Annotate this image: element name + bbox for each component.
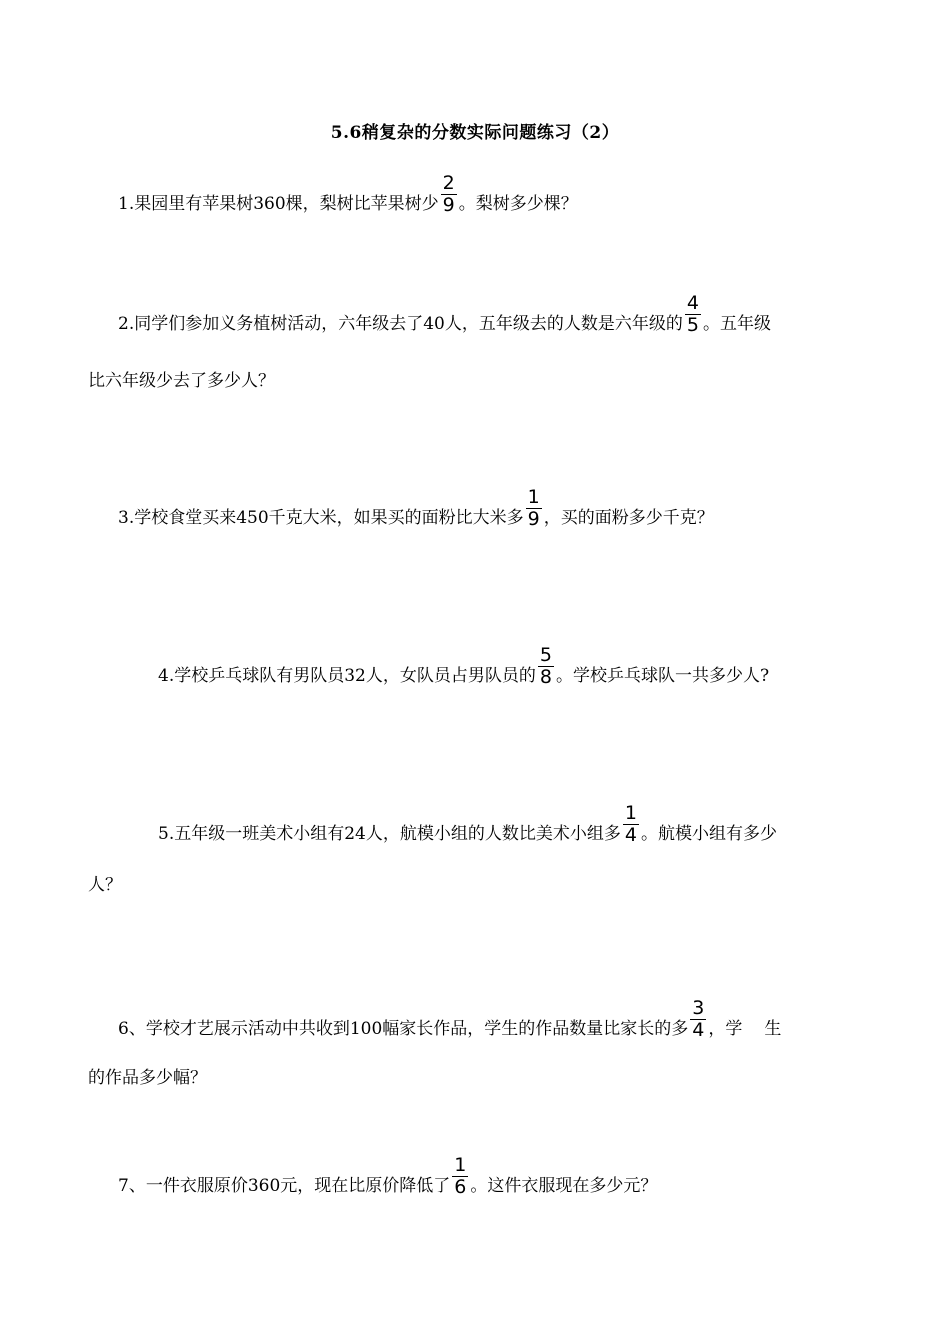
page-title: 5.6稍复杂的分数实际问题练习（2） <box>330 123 620 143</box>
problem-text: 1.果园里有苹果树360棵，梨树比苹果树少 <box>118 194 439 214</box>
problem-3 <box>118 486 714 540</box>
problem-6-continuation: 的作品多少幅？ <box>88 1068 207 1088</box>
problem-text: 7、一件衣服原价360元，现在比原价降低了 <box>118 1176 451 1196</box>
problem-text-after-2: 生 <box>764 1019 782 1039</box>
problem-2-continuation: 比六年级少去了多少人？ <box>88 371 275 391</box>
problem-text: 4.学校乒乓球队有男队员32人，女队员占男队员的 <box>158 666 536 686</box>
problem-text-after: 。这件衣服现在多少元？ <box>470 1176 658 1196</box>
fraction: $\frac{1}{6}$ <box>454 1154 467 1198</box>
fraction: $\frac{1}{9}$ <box>527 486 540 530</box>
fraction: $\frac{3}{4}$ <box>692 997 705 1041</box>
problem-6 <box>118 997 782 1051</box>
fraction: $\frac{2}{9}$ <box>442 172 455 216</box>
problem-text-after: 。航模小组有多少 <box>640 824 777 844</box>
problem-text-after: 。学校乒乓球队一共多少人? <box>555 666 770 686</box>
problem-5 <box>158 802 777 856</box>
problem-5-continuation: 人？ <box>88 875 122 895</box>
fraction: $\frac{5}{8}$ <box>539 644 552 688</box>
problem-4 <box>158 644 770 698</box>
problem-text-after: ，学 <box>708 1019 743 1039</box>
problem-text-after: 。五年级 <box>702 314 771 334</box>
problem-text: 3.学校食堂买来450千克大米，如果买的面粉比大米多 <box>118 508 524 528</box>
fraction: $\frac{4}{5}$ <box>686 292 699 336</box>
problem-text: 2.同学们参加义务植树活动，六年级去了40人，五年级去的人数是六年级的 <box>118 314 683 334</box>
problem-text-after: 。梨树多少棵？ <box>458 194 578 214</box>
problem-text-after: ，买的面粉多少千克？ <box>543 508 714 528</box>
problem-text: 5.五年级一班美术小组有24人，航模小组的人数比美术小组多 <box>158 824 621 844</box>
problem-text: 6、学校才艺展示活动中共收到100幅家长作品，学生的作品数量比家长的多 <box>118 1019 689 1039</box>
problem-1 <box>118 172 578 226</box>
problem-7 <box>118 1154 658 1208</box>
problem-2 <box>118 292 771 346</box>
fraction: $\frac{1}{4}$ <box>624 802 637 846</box>
